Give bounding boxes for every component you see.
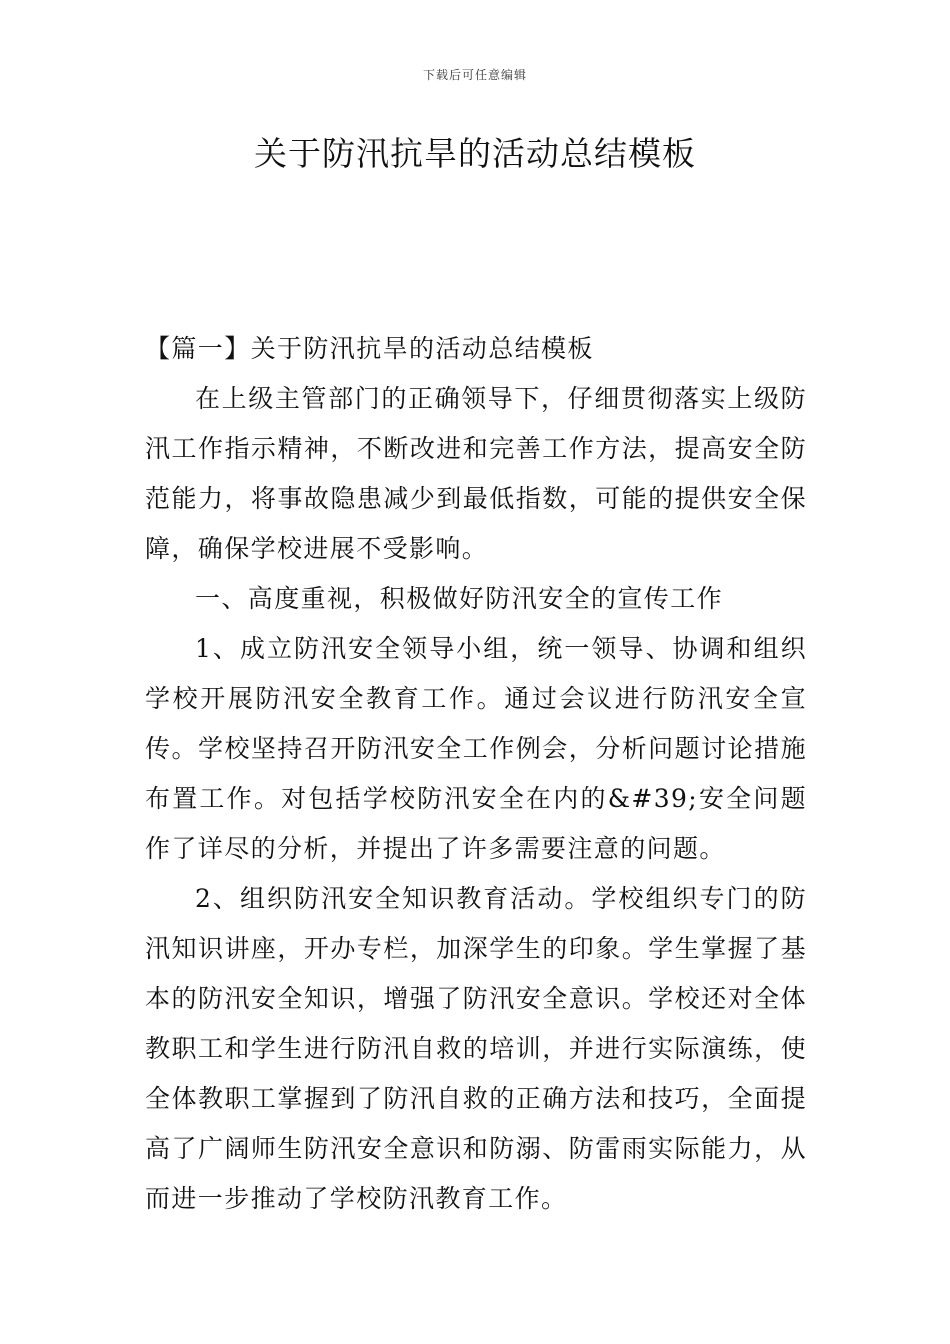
paragraph: 2、组织防汛安全知识教育活动。学校组织专门的防汛知识讲座，开办专栏，加深学生的印象。学生掌握了基本的防汛安全知识，增强了防汛安全意识。学校还对全体教职工和学生进行防汛自救的培训，并进行实际演练，使全体教职工掌握到了防汛自救的正确方法和技巧，全面提高了广阔师生防汛安全意识和防溺、防雷雨实际能力，从而进一步推动了学校防汛教育工作。 — [145, 884, 807, 1213]
subsection-heading: 一、高度重视，积极做好防汛安全的宣传工作 — [195, 584, 724, 613]
paragraph: 1、成立防汛安全领导小组，统一领导、协调和组织学校开展防汛安全教育工作。通过会议进行防汛安全宣传。学校坚持召开防汛安全工作例会，分析问题讨论措施布置工作。对包括学校防汛安全在内的&#39;安全问题作了详尽的分析，并提出了许多需要注意的问题。 — [145, 634, 807, 863]
document-body — [145, 324, 807, 1224]
document-title: 关于防汛抗旱的活动总结模板 — [254, 134, 696, 173]
section-heading: 【篇一】关于防汛抗旱的活动总结模板 — [145, 334, 594, 363]
paragraph: 在上级主管部门的正确领导下，仔细贯彻落实上级防汛工作指示精神，不断改进和完善工作方法，提高安全防范能力，将事故隐患减少到最低指数，可能的提供安全保障，确保学校进展不受影响。 — [145, 384, 807, 563]
header-note: 下载后可任意编辑 — [422, 68, 527, 82]
